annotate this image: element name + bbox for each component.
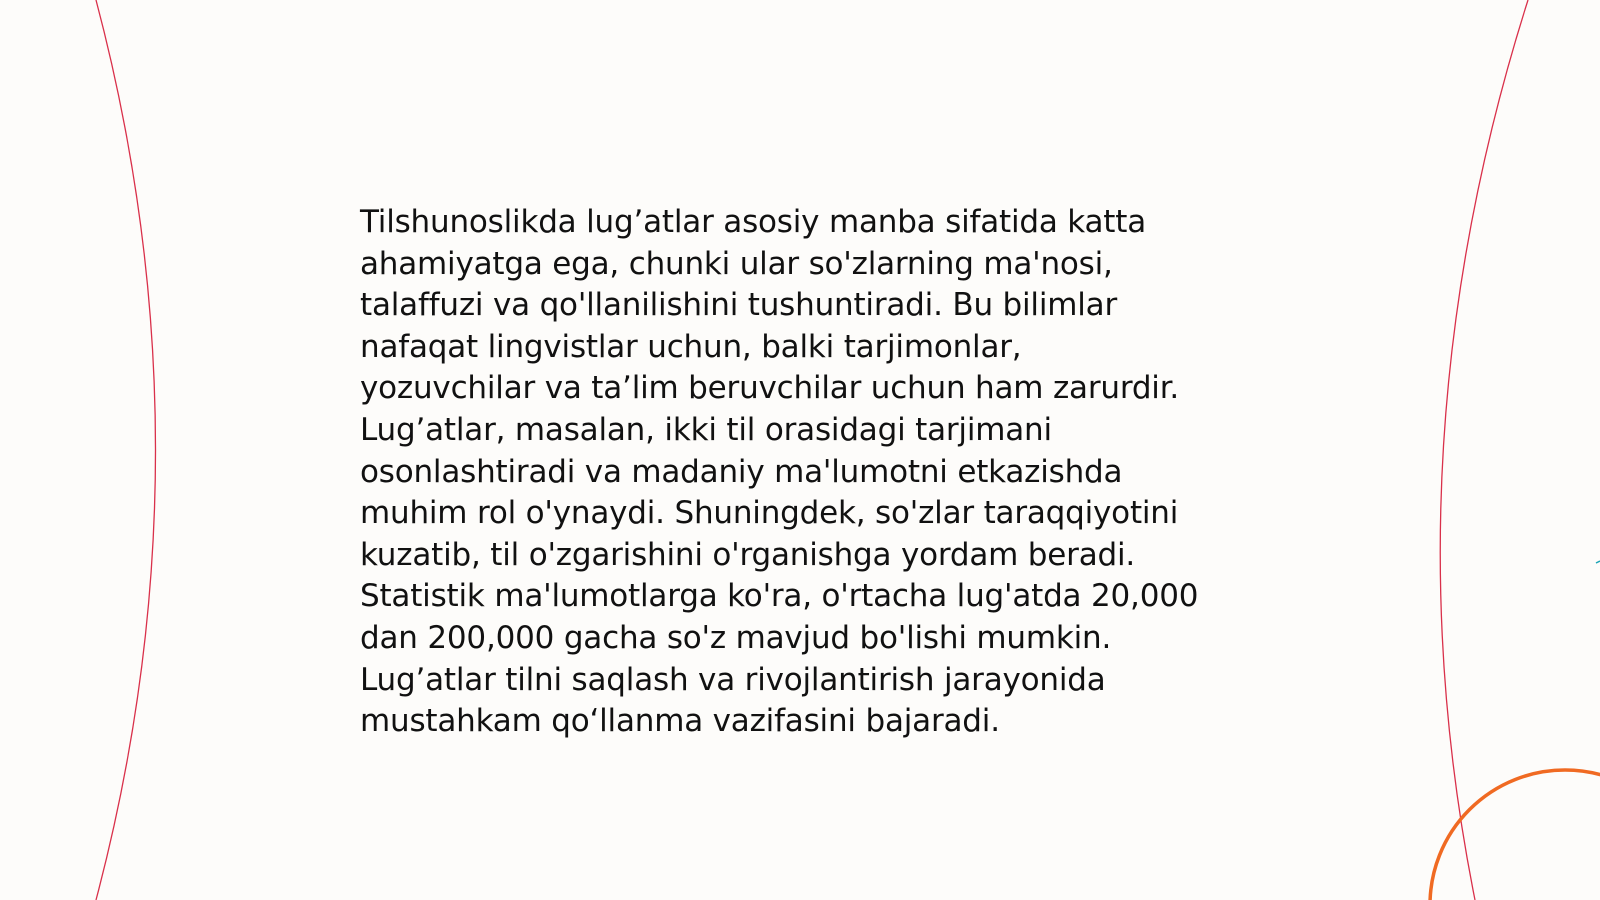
body-line: osonlashtiradi va madaniy ma'lumotni etkazishda (360, 453, 1123, 490)
body-line: talaffuzi va qo'llanilishini tushuntiradi. Bu bilimlar (360, 287, 1118, 324)
body-line: yozuvchilar va ta’lim beruvchilar uchun ham zarurdir. (360, 370, 1180, 407)
body-line: Lug’atlar tilni saqlash va rivojlantirish jarayonida (360, 661, 1106, 698)
body-line: Tilshunoslikda lug’atlar asosiy manba sifatida katta (360, 204, 1147, 240)
body-line: ahamiyatga ega, chunki ular so'zlarning ma'nosi, (360, 245, 1113, 282)
body-paragraph (360, 202, 1260, 743)
body-line: muhim rol o'ynaydi. Shuningdek, so'zlar taraqqiyotini (360, 495, 1179, 532)
body-line: mustahkam qo‘llanma vazifasini bajaradi. (360, 703, 1000, 740)
body-line: kuzatib, til o'zgarishini o'rganishga yordam beradi. (360, 536, 1136, 573)
right-red-arc (1440, 0, 1528, 900)
left-red-arc (96, 0, 156, 900)
body-line: Statistik ma'lumotlarga ko'ra, o'rtacha lug'atda 20,000 (360, 578, 1199, 615)
orange-circle-arc (1430, 770, 1600, 900)
teal-accent-mark (1596, 561, 1600, 563)
body-line: dan 200,000 gacha so'z mavjud bo'lishi mumkin. (360, 619, 1112, 656)
body-line: Lug’atlar, masalan, ikki til orasidagi tarjimani (360, 411, 1052, 448)
body-line: nafaqat lingvistlar uchun, balki tarjimonlar, (360, 328, 1022, 365)
